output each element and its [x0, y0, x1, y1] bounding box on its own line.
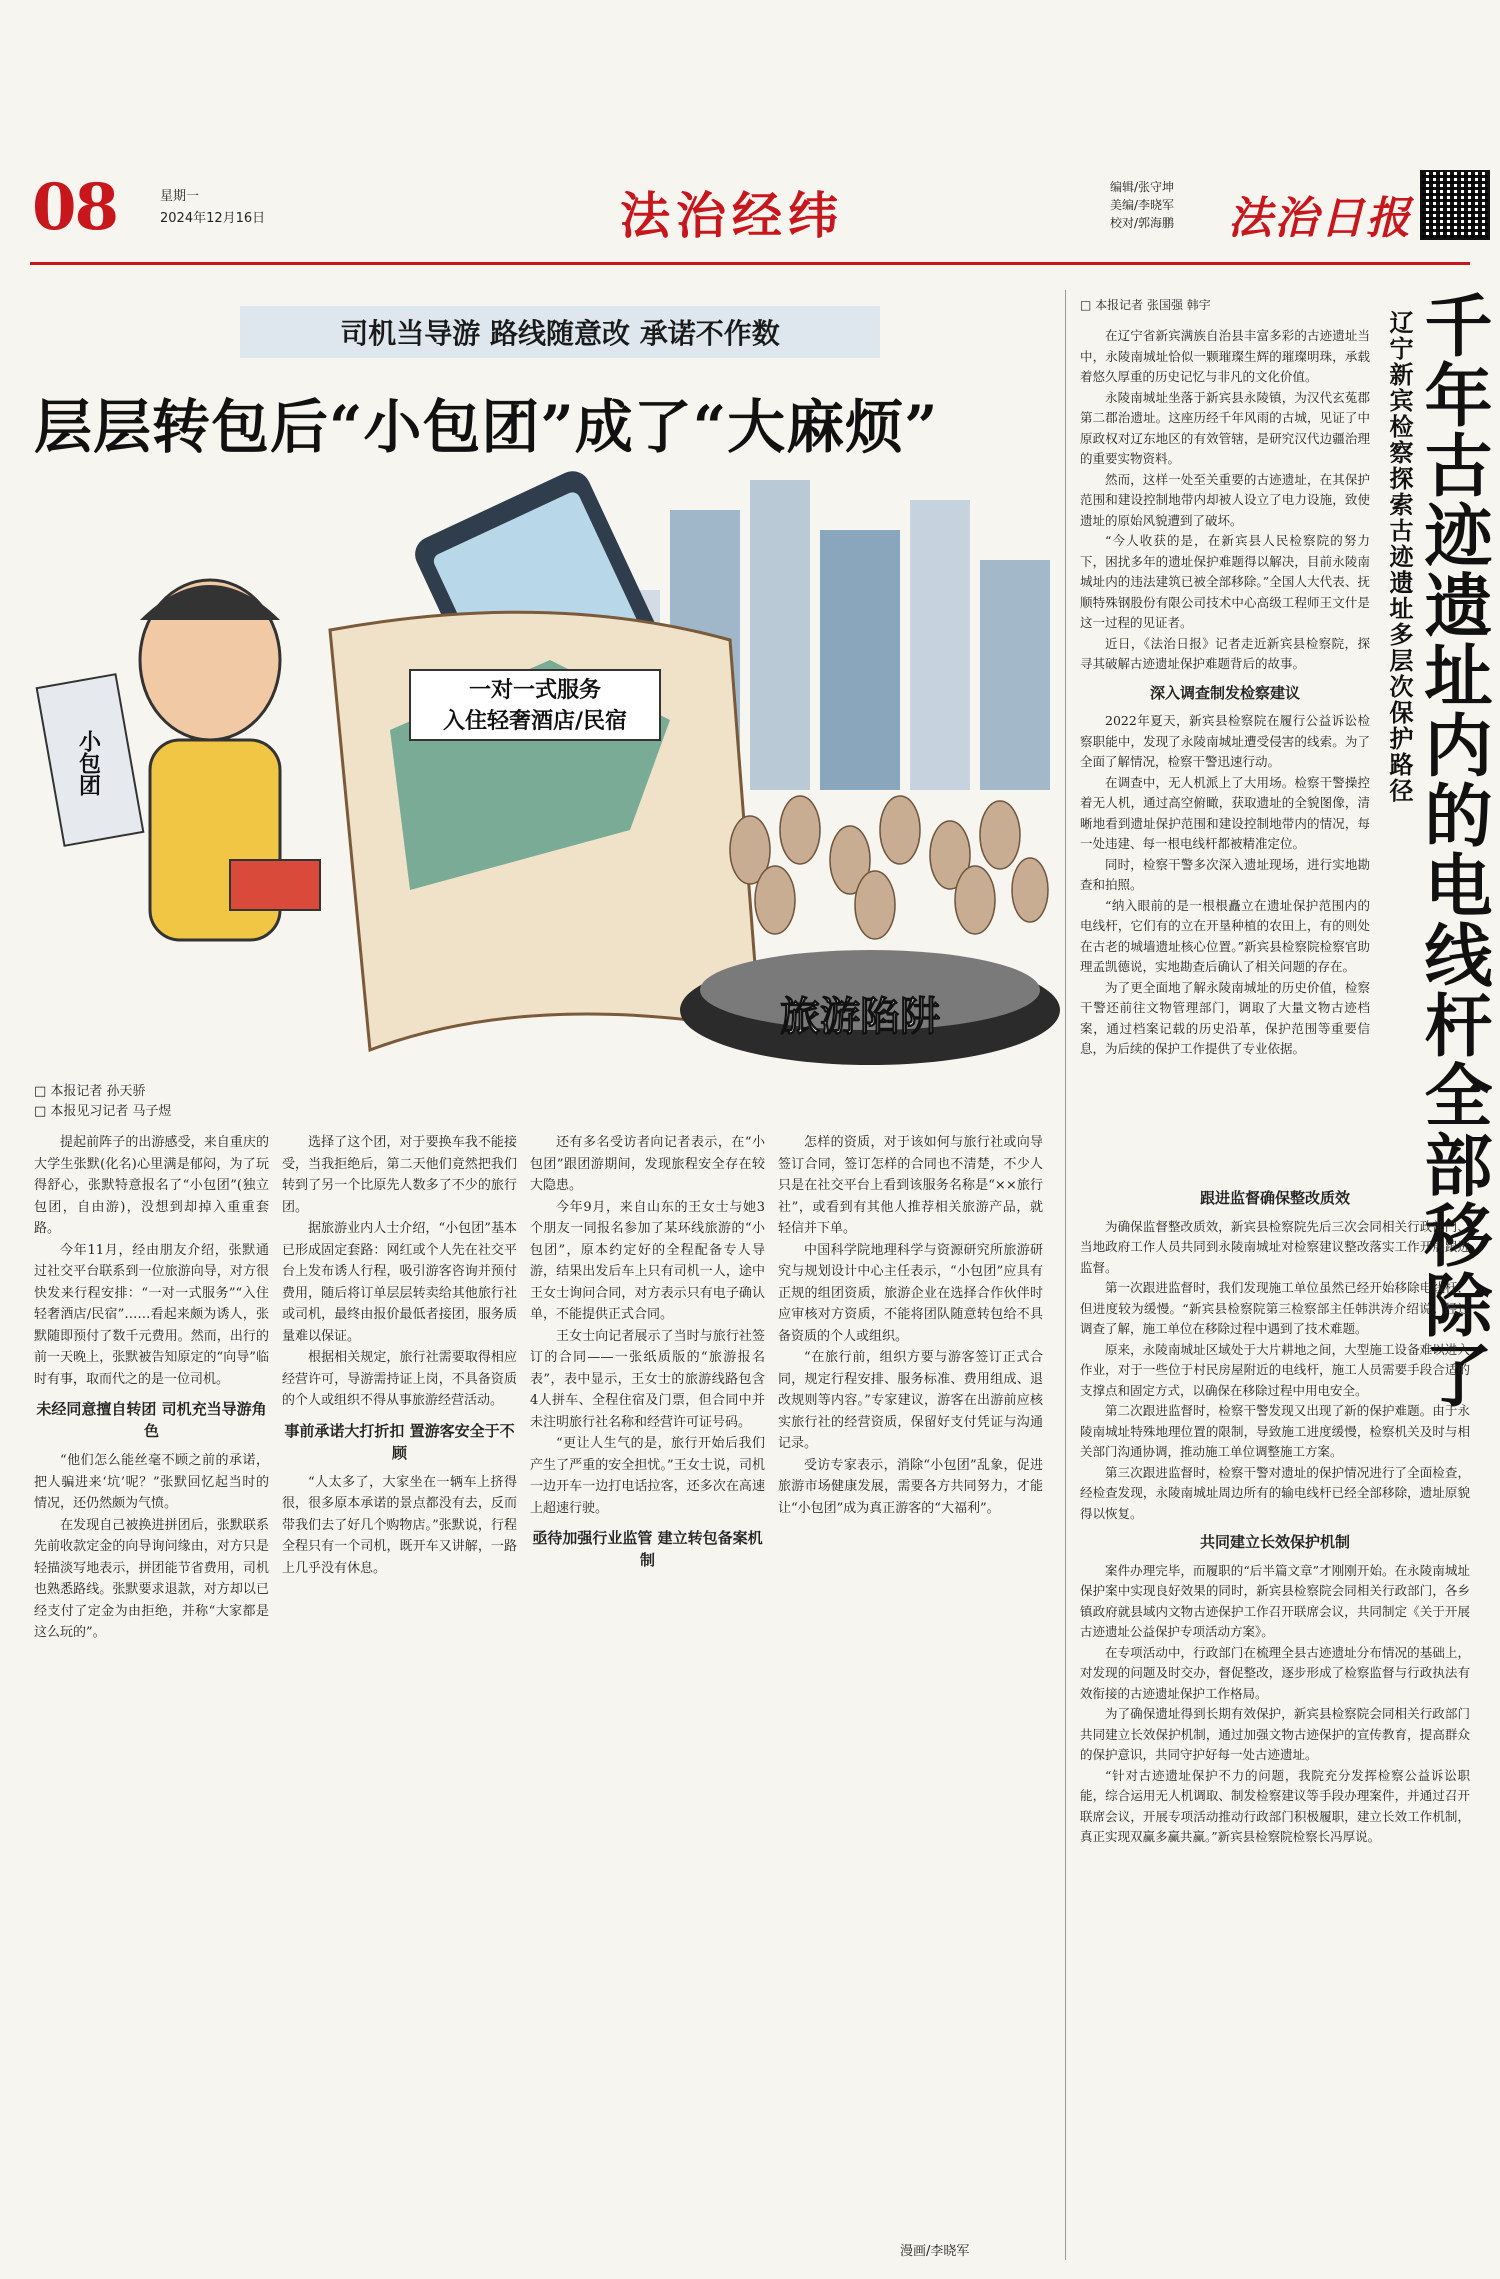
- paragraph: 为了更全面地了解永陵南城址的历史价值，检察干警还前往文物管理部门，调取了大量文物古迹档案，通过档案记载的历史沿革，保护范围等重要信息，为后续的保护工作提供了专业依据。: [1080, 979, 1370, 1056]
- left-column-3: [530, 1132, 765, 2212]
- paragraph: 在专项活动中，行政部门在梳理全县古迹遗址分布情况的基础上，对发现的问题及时交办，督促整改，逐步形成了检察监督与行政执法有效衔接的古迹遗址保护工作格局。: [1080, 1644, 1470, 1701]
- section-heading: 未经同意擅自转团 司机充当导游角色: [36, 1400, 267, 1440]
- qr-code-icon: [1420, 170, 1490, 240]
- paragraph: 怎样的资质，对于该如何与旅行社或向导签订合同，签订怎样的合同也不清楚，不少人只是在社交平台上看到该服务名称是“××旅行社”，或看到有其他人推荐相关旅游产品，就轻信并下单。: [778, 1135, 1043, 1236]
- article-headline: 层层转包后“小包团”成了“大麻烦”: [34, 393, 939, 461]
- right-byline: □ 本报记者 张国强 韩宇: [1080, 298, 1211, 312]
- left-byline: [34, 1082, 172, 1122]
- paragraph: 原来，永陵南城址区域处于大片耕地之间，大型施工设备难以进入作业，对于一些位于村民房屋附近的电线杆，施工人员需要手段合适的支撑点和固定方式，以确保在移除过程中用电安全。: [1080, 1341, 1470, 1398]
- right-subtitle: 辽宁新宾检察探索古迹遗址多层次保护路径: [1385, 310, 1413, 804]
- cartoon-illustration: [30, 470, 1060, 1070]
- section-heading: 跟进监督确保整改质效: [1199, 1189, 1350, 1207]
- paragraph: 为了确保遗址得到长期有效保护，新宾县检察院会同相关行政部门共同建立长效保护机制，通过加强文物古迹保护的宣传教育，提高群众的保护意识，共同守护好每一处古迹遗址。: [1080, 1706, 1470, 1762]
- designer: 美编/李晓军: [1110, 198, 1175, 212]
- paragraph: 在辽宁省新宾满族自治县丰富多彩的古迹遗址当中，永陵南城址恰似一颗璀璨生辉的璀璨明珠，承载着悠久厚重的历史记忆与非凡的文化价值。: [1080, 328, 1370, 384]
- banner-line2: 入住轻奢酒店/民宿: [442, 709, 628, 734]
- paragraph: “针对古迹遗址保护不力的问题，我院充分发挥检察公益诉讼职能，综合运用无人机调取、制发检察建议等手段办理案件，并通过召开联席会议，开展专项活动推动行政部门积极履职，建立长效工作机制，真正实现双赢多赢共赢。”新宾县检察院检察长冯厚说。: [1080, 1767, 1470, 1844]
- left-column-2: [282, 1132, 517, 2212]
- paragraph: 为确保监督整改质效，新宾县检察院先后三次会同相关行政部门、当地政府工作人员共同到永陵南城址对检察建议整改落实工作开展跟进监督。: [1080, 1218, 1470, 1275]
- header-rule: [30, 262, 1470, 265]
- paragraph: 在调查中，无人机派上了大用场。检察干警操控着无人机，通过高空俯瞰，获取遗址的全貌图像，清晰地看到遗址保护范围和建设控制地带内的情况，每一处违建、每一根电线杆都被精准定位。: [1080, 774, 1370, 851]
- editor-credits: [1110, 178, 1174, 232]
- paragraph: 据旅游业内人士介绍，“小包团”基本已形成固定套路：网红或个人先在社交平台上发布诱人行程，吸引游客咨询并预付费用，随后将订单层层转卖给其他旅行社或司机，最终由报价最低者接团，服务质量难以保证。: [282, 1221, 517, 1344]
- paragraph: 在发现自己被换进拼团后，张默联系先前收款定金的向导询问缘由，对方只是轻描淡写地表示，拼团能节省费用，司机也熟悉路线。张默要求退款，对方却以已经支付了定金为由拒绝，并称“大家都是这么玩的”。: [34, 1517, 269, 1640]
- left-column-1: [34, 1132, 269, 2212]
- paragraph: 第二次跟进监督时，检察干警发现又出现了新的保护难题。由于永陵南城址特殊地理位置的限制，导致施工进度缓慢，检察机关及时与相关部门沟通协调，推动施工单位调整施工方案。: [1080, 1403, 1470, 1459]
- page-number: 08: [32, 170, 118, 245]
- paragraph: 受访专家表示，消除“小包团”乱象，促进旅游市场健康发展，需要各方共同努力，才能让“小包团”成为真正游客的“大福利”。: [778, 1457, 1043, 1516]
- section-heading: 亟待加强行业监管 建立转包备案机制: [532, 1529, 763, 1569]
- paragraph: 永陵南城址坐落于新宾县永陵镇，为汉代玄菟郡第二郡治遗址。这座历经千年风雨的古城，见证了中原政权对辽东地区的有效管辖，是研究汉代边疆治理的重要实物资料。: [1080, 389, 1370, 466]
- cartoon-credit: 漫画/李晓军: [900, 2244, 970, 2259]
- paragraph: “他们怎么能丝毫不顾之前的承诺，把人骗进来‘坑’呢？”张默回忆起当时的情况，还仍然颇为气愤。: [34, 1453, 269, 1511]
- paragraph: 中国科学院地理科学与资源研究所旅游研究与规划设计中心主任表示，“小包团”应具有正规的组团资质，旅游企业在选择合作伙伴时应审核对方资质，不能将团队随意转包给不具备资质的个人或组织。: [778, 1242, 1043, 1344]
- date-block: [160, 186, 265, 230]
- paragraph: 同时，检察干警多次深入遗址现场，进行实地勘查和拍照。: [1080, 856, 1370, 892]
- paragraph: 然而，这样一处至关重要的古迹遗址，在其保护范围和建设控制地带内却被人设立了电力设施，致使遗址的原始风貌遭到了破坏。: [1080, 471, 1370, 528]
- paragraph: 还有多名受访者向记者表示，在“小包团”跟团游期间，发现旅程安全存在较大隐患。: [530, 1135, 765, 1193]
- trap-label: 旅游陷阱: [780, 994, 940, 1040]
- editor: 编辑/张守坤: [1110, 180, 1175, 194]
- paragraph: 选择了这个团，对于要换车我不能接受，当我拒绝后，第二天他们竟然把我们转到了另一个比原先人数多了不少的旅行团。: [282, 1135, 517, 1215]
- folder-label: 小包团: [75, 730, 101, 796]
- paragraph: 王女士向记者展示了当时与旅行社签订的合同——一张纸质版的“旅游报名表”，表中显示，王女士的旅游线路包含4人拼车、全程住宿及门票，但合同中并未注明旅行社名称和经营许可证号码。: [530, 1328, 765, 1430]
- proofreader: 校对/郭海鹏: [1110, 216, 1175, 230]
- weekday: 星期一: [160, 189, 200, 204]
- paragraph: 第三次跟进监督时，检察干警对遗址的保护情况进行了全面检查，经检查发现，永陵南城址周边所有的输电线杆已经全部移除，遗址原貌得以恢复。: [1080, 1464, 1470, 1521]
- paragraph: “更让人生气的是，旅行开始后我们产生了严重的安全担忧。”王女士说，司机一边开车一边打电话拉客，还多次在高速上超速行驶。: [530, 1436, 765, 1516]
- newspaper-logo: 法治日报: [1228, 193, 1412, 244]
- issue-date: 2024年12月16日: [160, 211, 266, 226]
- paragraph: “人太多了，大家坐在一辆车上挤得很，很多原本承诺的景点都没有去，反而带我们去了好几个购物店。”张默说，行程全程只有一个司机，既开车又讲解，一路上几乎没有休息。: [282, 1474, 517, 1576]
- paragraph: 今年9月，来自山东的王女士与她3个朋友一同报名参加了某环线旅游的“小包团”，原本约定好的全程配备专人导游，结果出发后车上只有司机一人，途中王女士询问合同，对方表示只有电子确认单，不能提供正式合同。: [530, 1199, 765, 1322]
- paragraph: 2022年夏天，新宾县检察院在履行公益诉讼检察职能中，发现了永陵南城址遭受侵害的线索。为了全面了解情况，检察干警迅速行动。: [1080, 713, 1370, 769]
- banner-line1: 一对一式服务: [468, 678, 602, 703]
- paragraph: “今人收获的是，在新宾县人民检察院的努力下，困扰多年的遗址保护难题得以解决，目前永陵南城址内的违法建筑已被全部移除。”全国人大代表、抚顺特殊钢股份有限公司技术中心高级工程师王文什是这一过程的见证者。: [1080, 533, 1370, 630]
- left-column-4: [778, 1132, 1043, 2212]
- paragraph: 近日，《法治日报》记者走近新宾县检察院，探寻其破解古迹遗址保护难题背后的故事。: [1080, 635, 1370, 671]
- right-body-bottom: [1080, 1180, 1470, 2250]
- reporter-1: □ 本报记者 孙天骄: [34, 1084, 146, 1099]
- reporter-2: □ 本报见习记者 马子煜: [34, 1104, 172, 1119]
- section-heading: 事前承诺大打折扣 置游客安全于不顾: [284, 1421, 515, 1462]
- paragraph: 今年11月，经由朋友介绍，张默通过社交平台联系到一位旅游向导，对方很快发来行程安排：“一对一式服务”“入住轻奢酒店/民宿”……看起来颇为诱人，张默随即预付了数千元费用。然而，出行的前一天晚上，张默被告知原定的“向导”临时有事，取而代之的是一位司机。: [34, 1242, 269, 1387]
- paragraph: 第一次跟进监督时，我们发现施工单位虽然已经开始移除电线杆，但进度较为缓慢。“新宾县检察院第三检察部主任韩洪涛介绍说。经过调查了解，施工单位在移除过程中遇到了技术难题。: [1080, 1280, 1470, 1336]
- paragraph: 根据相关规定，旅行社需要取得相应经营许可，导游需持证上岗，不具备资质的个人或组织不得从事旅游经营活动。: [282, 1350, 517, 1408]
- section-heading: 共同建立长效保护机制: [1199, 1533, 1350, 1551]
- raised-hands-icon: [730, 796, 1048, 939]
- tour-seller-character-icon: [140, 580, 320, 940]
- paragraph: “在旅行前，组织方要与游客签订正式合同，规定行程安排、服务标准、费用组成、退改规则等内容。”专家建议，游客在出游前应核实旅行社的经营资质，保留好支付凭证与沟通记录。: [778, 1350, 1043, 1451]
- paragraph: “纳入眼前的是一根根矗立在遗址保护范围内的电线杆，它们有的立在开垦种植的农田上，有的则处在古老的城墙遗址核心位置。”新宾县检察院检察官助理孟凯德说，实地勘查后确认了相关问题的存在。: [1080, 897, 1370, 974]
- article-subhead: 司机当导游 路线随意改 承诺不作数: [240, 306, 880, 358]
- right-body-top: [1080, 326, 1370, 1176]
- section-title: 法治经纬: [620, 186, 844, 245]
- section-heading: 深入调查制发检察建议: [1149, 683, 1300, 702]
- paragraph: 案件办理完毕，而履职的“后半篇文章”才刚刚开始。在永陵南城址保护案中实现良好效果的同时，新宾县检察院会同相关行政部门，各乡镇政府就县域内文物古迹保护工作召开联席会议，共同制定《关于开展古迹遗址公益保护专项活动方案》。: [1080, 1562, 1470, 1639]
- paragraph: 提起前阵子的出游感受，来自重庆的大学生张默(化名)心里满是郁闷，为了玩得舒心，张默特意报名了“小包团”(独立包团，自由游)，没想到却掉入重重套路。: [34, 1135, 269, 1236]
- right-title: 千年古迹遗址内的电线杆全部移除了: [1413, 290, 1493, 1410]
- column-divider: [1065, 290, 1066, 2260]
